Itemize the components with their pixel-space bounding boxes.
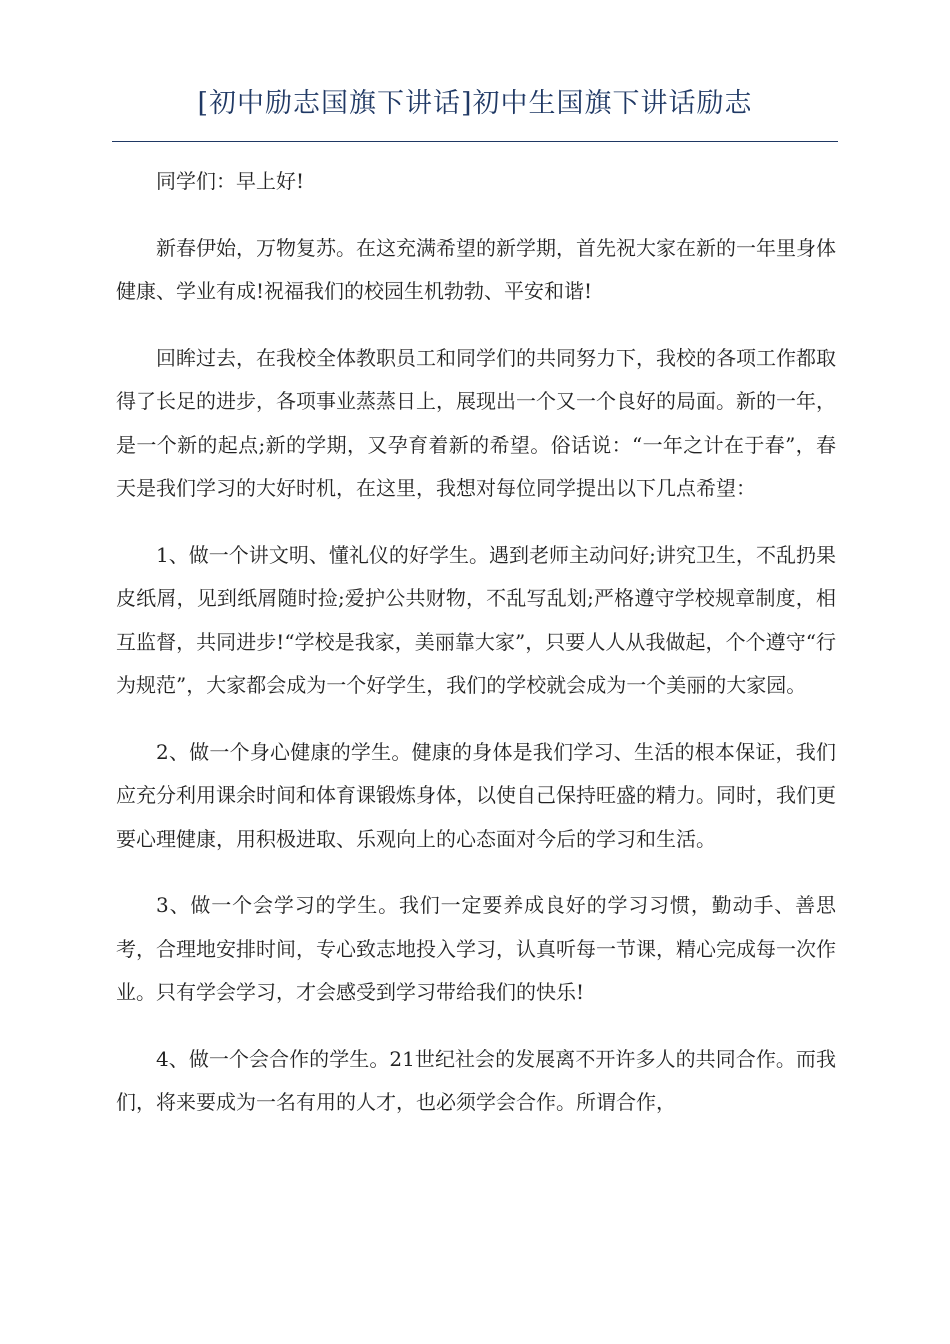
document-body xyxy=(116,160,836,1148)
paragraph-hope-2: 2、做一个身心健康的学生。健康的身体是我们学习、生活的根本保证，我们应充分利用课余时间和体育课锻炼身体，以使自己保持旺盛的精力。同时，我们更要心理健康，用积极进取、乐观向上的心态面对今后的学习和生活。 xyxy=(116,739,836,851)
paragraph-hope-3: 3、做一个会学习的学生。我们一定要养成良好的学习习惯，勤动手、善思考，合理地安排时间，专心致志地投入学习，认真听每一节课，精心完成每一次作业。只有学会学习，才会感受到学习带给我们的快乐! xyxy=(116,893,836,1004)
title-divider xyxy=(112,141,838,142)
paragraph-hope-4: 4、做一个会合作的学生。21世纪社会的发展离不开许多人的共同合作。而我们，将来要成为一名有用的人才，也必须学会合作。所谓合作， xyxy=(116,1046,836,1114)
paragraph-review: 回眸过去，在我校全体教职员工和同学们的共同努力下，我校的各项工作都取得了长足的进步，各项事业蒸蒸日上，展现出一个又一个良好的局面。新的一年，是一个新的起点;新的学期，又孕育着新的希望。俗话说：“一年之计在于春”，春天是我们学习的大好时机，在这里，我想对每位同学提出以下几点希望： xyxy=(116,345,836,500)
paragraph-new-year-wishes: 新春伊始，万物复苏。在这充满希望的新学期，首先祝大家在新的一年里身体健康、学业有成!祝福我们的校园生机勃勃、平安和谐! xyxy=(116,235,836,303)
paragraph-greeting: 同学们：早上好! xyxy=(156,169,305,193)
paragraph-hope-1: 1、做一个讲文明、懂礼仪的好学生。遇到老师主动问好;讲究卫生，不乱扔果皮纸屑，见到纸屑随时捡;爱护公共财物，不乱写乱划;严格遵守学校规章制度，相互监督，共同进步!“学校是我家，美丽靠大家”，只要人人从我做起，个个遵守“行为规范”，大家都会成为一个好学生，我们的学校就会成为一个美丽的大家园。 xyxy=(116,542,836,697)
document-title: [初中励志国旗下讲话]初中生国旗下讲话励志 xyxy=(197,88,753,119)
